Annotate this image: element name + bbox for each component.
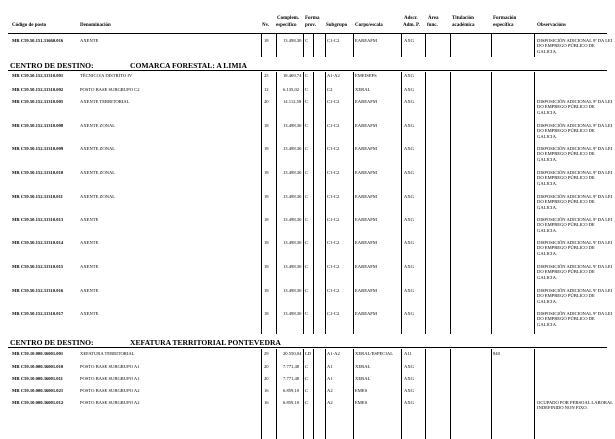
row-denominacion: AXENTE: [80, 264, 99, 269]
col-codigo: Código de posto: [12, 23, 47, 28]
row-subgrupo: A2: [327, 388, 333, 393]
column-rule: [534, 349, 535, 439]
column-rule: [261, 33, 262, 57]
row-adscripcion: AXG: [404, 400, 414, 405]
row-adscripcion: AXG: [404, 38, 414, 43]
column-rule: [450, 349, 451, 439]
section-unit: COMARCA FORESTAL: A LIMIA: [130, 61, 247, 70]
row-adscripcion: AXG: [404, 264, 414, 269]
col-especifico: especifico: [276, 23, 297, 28]
row-complemento: 13.498,30: [283, 311, 302, 316]
row-denominacion: AXENTE ZONAL: [80, 194, 116, 199]
row-complemento: 7.771,48: [283, 376, 300, 381]
row-subgrupo: C1-C2: [327, 146, 340, 151]
row-forma: C: [305, 388, 309, 393]
row-corpo: EAREAFM: [355, 194, 377, 199]
row-niv: 20: [264, 99, 269, 104]
row-forma: C: [305, 170, 309, 175]
row-forma: LD: [305, 351, 312, 356]
row-adscripcion: AXG: [404, 288, 414, 293]
column-rule: [425, 349, 426, 439]
column-rule: [353, 349, 354, 439]
row-corpo: EAREAFM: [355, 311, 377, 316]
col-niv: Nv.: [262, 23, 270, 28]
row-subgrupo: C1-C2: [327, 123, 340, 128]
row-observacions: DISPOSICIÓN ADICIONAL 9ª DA LEI DO EMPREGO PÚBLICO DE GALICIA.: [537, 146, 613, 162]
row-code: MR C59.50.152.31310.016: [12, 288, 64, 293]
section-label: CENTRO DE DESTINO:: [10, 338, 94, 347]
row-denominacion: POSTO BASE SUBGRUPO A2: [80, 400, 140, 405]
row-forma: C: [305, 123, 309, 128]
row-complemento: 13.498,30: [283, 194, 302, 199]
section-rule: [8, 347, 607, 348]
row-subgrupo: A1-A2: [327, 351, 340, 356]
row-niv: 18: [264, 217, 269, 222]
row-niv: 18: [264, 38, 269, 43]
row-code: MR C59.50.152.31310.010: [12, 170, 64, 175]
column-rule: [276, 33, 277, 57]
column-rule: [401, 33, 402, 57]
row-code: MR C59.10.000.36001.001: [12, 351, 64, 356]
row-code: MR C59.50.152.31310.013: [12, 217, 64, 222]
row-observacions: DISPOSICIÓN ADICIONAL 9ª DA LEI DO EMPREGO PÚBLICO DE GALICIA.: [537, 288, 613, 304]
col-observacions: Observacións: [537, 23, 566, 28]
col-adm: Adm. P.: [403, 23, 420, 28]
row-observacions: DISPOSICIÓN ADICIONAL 9ª DA LEI DO EMPREGO PÚBLICO DE GALICIA.: [537, 217, 613, 233]
row-code: MR C59.50.151.31660.016: [12, 38, 64, 43]
column-rule: [491, 349, 492, 439]
row-observacions: DISPOSICIÓN ADICIONAL 9ª DA LEI DO EMPREGO PÚBLICO DE GALICIA.: [537, 240, 613, 256]
row-observacions: DISPOSICIÓN ADICIONAL 9ª DA LEI DO EMPREGO PÚBLICO DE GALICIA.: [537, 99, 613, 115]
section-heading: [10, 338, 281, 347]
row-corpo: EMES: [355, 400, 368, 405]
row-forma: C: [305, 240, 309, 245]
row-adscripcion: AXG: [404, 87, 414, 92]
row-adscripcion: AXG: [404, 123, 414, 128]
row-niv: 16: [264, 400, 269, 405]
col-prov: prov.: [305, 23, 316, 28]
row-niv: 18: [264, 311, 269, 316]
column-rule: [534, 72, 535, 334]
row-corpo: EAREAFM: [355, 38, 377, 43]
row-adscripcion: AXG: [404, 73, 414, 78]
column-rule: [313, 72, 314, 334]
row-subgrupo: A1: [327, 376, 333, 381]
row-niv: 16: [264, 388, 269, 393]
row-niv: 25: [264, 73, 269, 78]
row-complemento: 6.859,10: [283, 388, 300, 393]
column-rule: [325, 349, 326, 439]
row-observacions: DISPOSICIÓN ADICIONAL 9ª DA LEI DO EMPREGO PÚBLICO DE GALICIA.: [537, 170, 613, 186]
section-unit: XEFATURA TERRITORIAL PONTEVEDRA: [130, 338, 281, 347]
col-academica: académica: [452, 23, 475, 28]
row-forma: C: [305, 194, 309, 199]
row-observacions: DISPOSICIÓN ADICIONAL 9ª DA LEI DO EMPREGO PÚBLICO DE GALICIA.: [537, 311, 613, 327]
row-niv: 18: [264, 146, 269, 151]
column-rule: [303, 72, 304, 334]
row-forma: C: [305, 376, 309, 381]
column-rule: [401, 72, 402, 334]
row-subgrupo: C1-C2: [327, 264, 340, 269]
table-header: [0, 14, 615, 32]
row-complemento: 20.550,04: [283, 351, 302, 356]
column-rule: [276, 72, 277, 334]
col-complem: Complem.: [277, 16, 300, 21]
col-formacion: Formación: [493, 16, 517, 21]
row-code: MR C59.50.152.31310.015: [12, 264, 64, 269]
row-complemento: 13.498,30: [283, 264, 302, 269]
row-complemento: 13.498,30: [283, 123, 302, 128]
row-corpo: XERAL: [355, 364, 371, 369]
row-complemento: 13.498,30: [283, 146, 302, 151]
row-corpo: XERAL/ESPECIAL: [355, 351, 394, 356]
header-rule: [8, 33, 607, 34]
row-observacions: OCUPADO POR PERSOAL LABORAL INDEFINIDO NON FIXO.: [537, 400, 613, 411]
row-niv: 18: [264, 288, 269, 293]
row-denominacion: POSTO BASE SUBGRUPO A1: [80, 376, 140, 381]
row-corpo: EAREAFM: [355, 99, 377, 104]
row-code: MR C59.50.152.31310.009: [12, 146, 64, 151]
column-rule: [303, 33, 304, 57]
row-corpo: EAREAFM: [355, 240, 377, 245]
row-subgrupo: A1-A2: [327, 73, 340, 78]
row-complemento: 13.498,30: [283, 288, 302, 293]
col-denominacion: Denominación: [80, 23, 111, 28]
row-code: MR C59.50.152.31310.011: [12, 194, 63, 199]
row-subgrupo: C1-C2: [327, 99, 340, 104]
row-complemento: 13.498,30: [283, 38, 302, 43]
column-rule: [313, 349, 314, 439]
row-complemento: 13.498,30: [283, 217, 302, 222]
row-denominacion: AXENTE: [80, 288, 99, 293]
row-complemento: 14.112,58: [283, 99, 302, 104]
row-forma: C: [305, 311, 309, 316]
row-denominacion: XEFATURA TERRITORIAL: [80, 351, 135, 356]
col-corpo: Corpo/escala: [355, 23, 383, 28]
row-corpo: EAREAFM: [355, 123, 377, 128]
row-adscripcion: AXG: [404, 376, 414, 381]
column-rule: [425, 33, 426, 57]
row-denominacion: AXENTE: [80, 38, 99, 43]
row-denominacion: AXENTE: [80, 217, 99, 222]
column-rule: [534, 33, 535, 57]
row-forma: C: [305, 364, 309, 369]
row-forma: C: [305, 99, 309, 104]
row-denominacion: AXENTE: [80, 311, 99, 316]
row-complemento: 13.498,30: [283, 170, 302, 175]
row-subgrupo: C1-C2: [327, 240, 340, 245]
row-forma: C: [305, 217, 309, 222]
row-code: MR C59.50.152.31310.001: [12, 73, 64, 78]
col-func: func.: [427, 23, 438, 28]
row-niv: 12: [264, 87, 269, 92]
row-forma: C: [305, 400, 309, 405]
row-adscripcion: AXG: [404, 217, 414, 222]
column-rule: [353, 33, 354, 57]
column-rule: [261, 72, 262, 334]
row-subgrupo: C1-C2: [327, 170, 340, 175]
row-denominacion: TÉCNICO/A DISTRITO IV: [80, 73, 133, 78]
row-niv: 18: [264, 170, 269, 175]
column-rule: [261, 349, 262, 439]
row-adscripcion: AXG: [404, 170, 414, 175]
column-rule: [353, 72, 354, 334]
row-denominacion: AXENTE ZONAL: [80, 170, 116, 175]
row-code: MR C59.50.152.31310.014: [12, 240, 64, 245]
row-subgrupo: C2: [327, 87, 333, 92]
row-niv: 18: [264, 264, 269, 269]
column-rule: [491, 72, 492, 334]
row-niv: 18: [264, 123, 269, 128]
col-adscr: Adscr.: [404, 16, 418, 21]
row-adscripcion: AXG: [404, 146, 414, 151]
column-rule: [401, 349, 402, 439]
row-complemento: 18.469,74: [283, 73, 302, 78]
row-forma: C: [305, 146, 309, 151]
col-titulacion: Titulación: [452, 16, 474, 21]
column-rule: [325, 33, 326, 57]
row-adscripcion: AXG: [404, 388, 414, 393]
column-rule: [491, 33, 492, 57]
section-label: CENTRO DE DESTINO:: [10, 61, 94, 70]
row-subgrupo: A2: [327, 400, 333, 405]
row-adscripcion: AXG: [404, 240, 414, 245]
row-observacions: DISPOSICIÓN ADICIONAL 9ª DA LEI DO EMPREGO PÚBLICO DE GALICIA.: [537, 38, 613, 54]
column-rule: [303, 349, 304, 439]
col-subgrupo: Subgrupo: [326, 23, 348, 28]
row-niv: 20: [264, 376, 269, 381]
row-adscripcion: A11: [404, 351, 412, 356]
row-code: MR C59.50.152.31310.002: [12, 87, 64, 92]
row-subgrupo: C1-C2: [327, 38, 340, 43]
row-denominacion: AXENTE TERRITORIAL: [80, 99, 130, 104]
row-subgrupo: C1-C2: [327, 288, 340, 293]
row-niv: 29: [264, 351, 269, 356]
col-area: Área: [428, 16, 439, 21]
row-forma: C: [305, 38, 309, 43]
row-complemento: 7.771,48: [283, 364, 300, 369]
row-code: MR C59.10.000.36001.021: [12, 388, 64, 393]
row-niv: 18: [264, 194, 269, 199]
section-rule: [8, 70, 607, 71]
row-corpo: EMES: [355, 388, 368, 393]
row-complemento: 6.135,02: [283, 87, 300, 92]
column-rule: [450, 72, 451, 334]
row-denominacion: AXENTE: [80, 240, 99, 245]
row-corpo: EAREAFM: [355, 170, 377, 175]
row-denominacion: POSTO BASE SUBGRUPO A2: [80, 388, 140, 393]
row-forma: C: [305, 87, 309, 92]
row-corpo: EAREAFM: [355, 217, 377, 222]
column-rule: [313, 33, 314, 57]
column-rule: [450, 33, 451, 57]
column-rule: [325, 72, 326, 334]
row-code: MR C59.10.000.36001.010: [12, 364, 64, 369]
row-adscripcion: AXG: [404, 364, 414, 369]
row-complemento: 6.859,10: [283, 400, 300, 405]
section-heading: [10, 61, 247, 70]
row-adscripcion: AXG: [404, 311, 414, 316]
column-rule: [425, 72, 426, 334]
row-niv: 20: [264, 364, 269, 369]
row-code: MR C59.50.152.31310.005: [12, 99, 64, 104]
row-corpo: XERAL: [355, 376, 371, 381]
row-code: MR C59.10.000.36001.011: [12, 376, 63, 381]
row-denominacion: AXENTE ZONAL: [80, 123, 116, 128]
col-especifica: específica: [493, 23, 514, 28]
row-adscripcion: AXG: [404, 99, 414, 104]
row-corpo: EMEISEFS: [355, 73, 377, 78]
row-subgrupo: A1: [327, 364, 333, 369]
col-forma: Forma: [305, 16, 320, 21]
row-denominacion: POSTO BASE SUBGRUPO A1: [80, 364, 140, 369]
row-subgrupo: C1-C2: [327, 217, 340, 222]
row-denominacion: POSTO BASE SUBGRUPO C2: [80, 87, 140, 92]
row-denominacion: AXENTE ZONAL: [80, 146, 116, 151]
row-observacions: DISPOSICIÓN ADICIONAL 9ª DA LEI DO EMPREGO PÚBLICO DE GALICIA.: [537, 264, 613, 280]
row-corpo: EAREAFM: [355, 146, 377, 151]
row-adscripcion: AXG: [404, 194, 414, 199]
row-code: MR C59.50.152.31310.008: [12, 123, 64, 128]
row-observacions: DISPOSICIÓN ADICIONAL 9ª DA LEI DO EMPREGO PÚBLICO DE GALICIA.: [537, 123, 613, 139]
row-corpo: EAREAFM: [355, 288, 377, 293]
row-subgrupo: C1-C2: [327, 194, 340, 199]
column-rule: [276, 349, 277, 439]
row-subgrupo: C1-C2: [327, 311, 340, 316]
row-formacion: 840: [493, 351, 500, 356]
row-code: MR C59.10.000.36001.012: [12, 400, 64, 405]
row-corpo: XERAL: [355, 87, 371, 92]
row-corpo: EAREAFM: [355, 264, 377, 269]
row-complemento: 13.498,30: [283, 240, 302, 245]
row-forma: C: [305, 73, 309, 78]
row-forma: C: [305, 264, 309, 269]
row-code: MR C59.50.152.31310.017: [12, 311, 64, 316]
row-forma: C: [305, 288, 309, 293]
row-observacions: DISPOSICIÓN ADICIONAL 9ª DA LEI DO EMPREGO PÚBLICO DE GALICIA.: [537, 194, 613, 210]
row-niv: 18: [264, 240, 269, 245]
